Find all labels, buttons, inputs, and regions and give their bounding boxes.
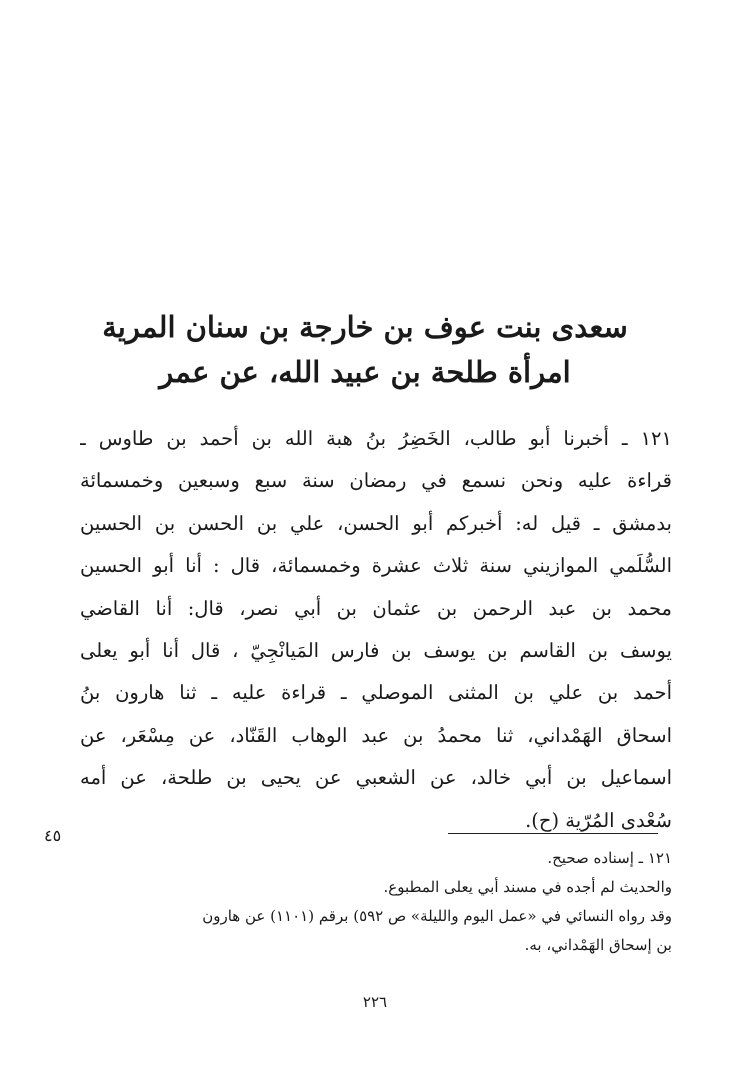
footnote-line: وقد رواه النسائي في «عمل اليوم والليلة» ص ٥٩٢) برقم (١١٠١) عن هارون (202, 907, 672, 925)
text-line: اسحاق الهَمْداني، ثنا محمدُ بن عبد الوهاب القَنّاد، عن مِسْعَر، عن (80, 723, 672, 747)
footnote-line: ١٢١ ـ إسناده صحيح. (547, 849, 672, 867)
margin-reference-number: ٤٥ (44, 826, 62, 845)
footnote-line: بن إسحاق الهَمْداني، به. (524, 936, 672, 954)
text-line: السُّلَمي الموازيني سنة ثلاث عشرة وخمسمائة، قال : أنا أبو الحسين (80, 554, 672, 578)
hadith-text (80, 418, 672, 842)
text-line: محمد بن عبد الرحمن بن عثمان بن أبي نصر، قال: أنا القاضي (80, 596, 672, 620)
chapter-heading-line-2: امرأة طلحة بن عبيد الله، عن عمر (159, 355, 571, 389)
text-line: اسماعيل بن أبي خالد، عن الشعبي عن يحيى بن طلحة، عن أمه (80, 766, 672, 790)
text-line: ١٢١ ـ أخبرنا أبو طالب، الخَضِرُ بنُ هبة الله بن أحمد بن طاوس ـ (80, 427, 672, 450)
text-line: يوسف بن القاسم بن يوسف بن فارس المَيانْجِيّ ، قال أنا أبو يعلى (80, 638, 672, 662)
footnote-divider (448, 833, 658, 834)
page-number: ٢٢٦ (362, 993, 388, 1011)
text-line: أحمد بن علي بن المثنى الموصلي ـ قراءة عليه ـ ثنا هارون بنُ (80, 681, 672, 705)
footnote-line: والحديث لم أجده في مسند أبي يعلى المطبوع. (383, 878, 672, 896)
text-line: سُعْدى المُرّية (ح). (525, 808, 672, 832)
text-line: قراءة عليه ونحن نسمع في رمضان سنة سبع وسبعين وخمسمائة (80, 469, 672, 493)
chapter-heading-line-1: سعدى بنت عوف بن خارجة بن سنان المرية (102, 310, 628, 344)
text-line: بدمشق ـ قيل له: أخبركم أبو الحسن، علي بن الحسن بن الحسين (80, 511, 672, 535)
footnotes (290, 844, 672, 902)
